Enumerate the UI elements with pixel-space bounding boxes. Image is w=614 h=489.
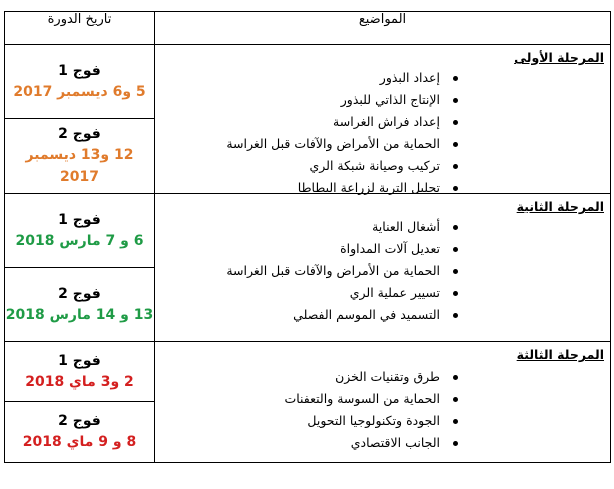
group-date: 5 و6 ديسمبر 2017 xyxy=(13,83,146,100)
phase-2-topics-cell xyxy=(155,194,611,342)
phase-1-dates-cell xyxy=(5,45,155,194)
group-date: 13 و 14 مارس 2018 xyxy=(5,306,154,323)
phase-1-topics-cell xyxy=(155,45,611,194)
group-label: فوج 2 xyxy=(58,285,101,302)
phase-3-topics-cell xyxy=(155,342,611,463)
list-item: أشغال العناية xyxy=(154,216,440,238)
list-item: الحماية من الأمراض والآفات قبل الغراسة xyxy=(154,260,440,282)
phase-3-title: المرحلة الثالثة xyxy=(516,347,604,362)
phase-row-1 xyxy=(5,45,611,194)
phase-2-topic-list xyxy=(154,216,610,326)
phase-3-group-2 xyxy=(5,402,154,461)
phase-row-3 xyxy=(5,342,611,463)
list-item: إعداد فراش الغراسة xyxy=(154,111,440,133)
list-item: التسميد في الموسم الفصلي xyxy=(154,304,440,326)
phase-3-topic-list xyxy=(154,366,610,454)
group-label: فوج 2 xyxy=(58,125,101,142)
group-date: 6 و 7 مارس 2018 xyxy=(15,232,144,249)
schedule-table-wrapper xyxy=(4,11,611,463)
phase-1-topic-list xyxy=(154,67,610,199)
list-item: تركيب وصيانة شبكة الري xyxy=(154,155,440,177)
dates-header: تاريخ الدورة xyxy=(5,12,155,45)
schedule-table xyxy=(4,11,611,463)
phase-3-dates-cell xyxy=(5,342,155,463)
group-date: 2 و3 ماي 2018 xyxy=(25,373,134,390)
list-item: الإنتاج الذاتي للبذور xyxy=(154,89,440,111)
phase-2-group-1 xyxy=(5,194,154,268)
phase-1-title: المرحلة الأولى xyxy=(514,50,604,65)
group-date: 12 و13 ديسمبر 2017 xyxy=(25,146,134,185)
group-date: 8 و 9 ماي 2018 xyxy=(22,433,137,450)
list-item: تحليل التربة لزراعة البطاطا xyxy=(154,177,440,199)
list-item: إعداد البذور xyxy=(154,67,440,89)
phase-1-group-2 xyxy=(5,119,154,192)
group-label: فوج 1 xyxy=(58,352,101,369)
list-item: طرق وتقنيات الخزن xyxy=(154,366,440,388)
header-row xyxy=(5,12,611,45)
list-item: الجودة وتكنولوجيا التحويل xyxy=(154,410,440,432)
list-item: الجانب الاقتصادي xyxy=(154,432,440,454)
phase-2-group-2 xyxy=(5,268,154,341)
list-item: تعديل آلات المداواة xyxy=(154,238,440,260)
group-label: فوج 1 xyxy=(58,211,101,228)
group-label: فوج 1 xyxy=(58,62,101,79)
phase-2-dates-cell xyxy=(5,194,155,342)
topics-header: المواضيع xyxy=(155,12,611,45)
phase-1-group-1 xyxy=(5,45,154,119)
group-label: فوج 2 xyxy=(58,412,101,429)
list-item: تسيير عملية الري xyxy=(154,282,440,304)
phase-2-title: المرحلة الثانية xyxy=(516,199,604,214)
list-item: الحماية من الأمراض والآفات قبل الغراسة xyxy=(154,133,440,155)
phase-row-2 xyxy=(5,194,611,342)
phase-3-group-1 xyxy=(5,342,154,402)
list-item: الحماية من السوسة والتعفنات xyxy=(154,388,440,410)
